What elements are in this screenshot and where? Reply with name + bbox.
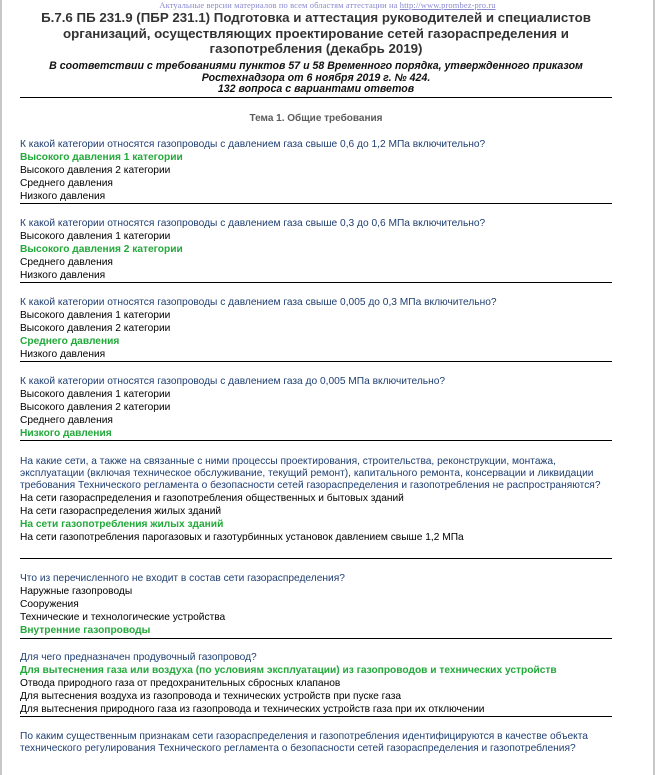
header-banner — [0, 0, 655, 10]
document-subtitle — [20, 61, 612, 96]
question-block — [20, 297, 612, 361]
answer-option: Для вытеснения воздуха из газопровода и технических устройств при пуске газа — [20, 690, 402, 702]
answer-option: Высокого давления 2 категории — [20, 322, 171, 334]
subtitle-line-1: В соответствии с требованиями пунктов 57 и 58 Временного порядка, утвержденного приказом — [49, 60, 583, 72]
question-block — [20, 573, 612, 637]
answer-option: Высокого давления 2 категории — [20, 401, 171, 413]
question-divider — [20, 203, 612, 204]
question-block — [20, 456, 612, 544]
answer-option: Низкого давления — [20, 190, 106, 202]
answer-option: Наружные газопроводы — [20, 585, 133, 597]
answer-option-correct: Высокого давления 1 категории — [20, 151, 183, 163]
answer-option: Технические и технологические устройства — [20, 611, 226, 623]
answer-option: Высокого давления 1 категории — [20, 309, 171, 321]
answer-option: Среднего давления — [20, 256, 113, 268]
question-divider — [20, 716, 612, 717]
answer-option: Высокого давления 1 категории — [20, 388, 171, 400]
answer-option: Среднего давления — [20, 414, 113, 426]
question-divider — [20, 440, 612, 441]
banner-text: Актуальные версии материалов по всем областям аттестации на — [159, 0, 400, 10]
question-text: К какой категории относятся газопроводы с давлением газа свыше 0,6 до 1,2 МПа включительно? — [20, 139, 486, 150]
answer-option: На сети газораспределения жилых зданий — [20, 505, 222, 517]
answer-option: На сети газопотребления парогазовых и газотурбинных установок давлением свыше 1,2 МПа — [20, 531, 464, 543]
subtitle-line-3: 132 вопроса с вариантами ответов — [217, 83, 415, 95]
question-text: К какой категории относятся газопроводы с давлением газа свыше 0,3 до 0,6 МПа включительно? — [20, 218, 486, 229]
answer-option-correct: Для вытеснения газа или воздуха (по условиям эксплуатации) из газопроводов и технических устройств — [20, 664, 557, 676]
answer-option-correct: Высокого давления 2 категории — [20, 243, 183, 255]
subtitle-line-2: Ростехнадзора от 6 ноября 2019 г. № 424. — [201, 71, 431, 84]
answer-option: Сооружения — [20, 598, 79, 610]
question-divider — [20, 361, 612, 362]
question-text: К какой категории относятся газопроводы с давлением газа свыше 0,005 до 0,3 МПа включительно? — [20, 297, 497, 308]
question-block — [20, 376, 612, 440]
question-text: Для чего предназначен продувочный газопровод? — [20, 652, 257, 663]
document-title: Б.7.6 ПБ 231.9 (ПБР 231.1) Подготовка и аттестация руководителей и специалистов организаций, осуществляющих проектирование сетей газораспределения и газопотребления (декабрь 2019) — [41, 10, 591, 56]
topic-heading: Тема 1. Общие требования — [249, 113, 383, 124]
answer-option: Высокого давления 2 категории — [20, 164, 171, 176]
question-text: По каким существенным признакам сети газораспределения и газопотребления идентифицируются в качестве объекта технического регулирования Технического регламента о безопасности сетей газораспределения и газопотребления? — [20, 731, 588, 754]
question-block — [20, 731, 612, 755]
banner-link[interactable]: http://www.prombez-pro.ru — [399, 0, 496, 10]
question-divider — [20, 282, 612, 283]
answer-option: Среднего давления — [20, 177, 113, 189]
answer-option: Для вытеснения природного газа из газопровода и технических устройств газа при их отключении — [20, 703, 485, 715]
question-text: На какие сети, а также на связанные с ними процессы проектирования, строительства, реконструкции, монтажа, эксплуатации (включая техническое обслуживание, текущий ремонт), капитального ремонта, консервации и ликвидации требования Технического регламента о безопасности сетей газораспределения и газопотребления не распространяются? — [20, 456, 601, 491]
answer-option: Низкого давления — [20, 348, 106, 360]
question-divider — [20, 638, 612, 639]
header-divider — [20, 97, 612, 98]
question-text: К какой категории относятся газопроводы с давлением газа до 0,005 МПа включительно? — [20, 376, 446, 387]
question-text: Что из перечисленного не входит в состав сети газораспределения? — [20, 573, 345, 584]
question-block — [20, 218, 612, 282]
answer-option: Низкого давления — [20, 269, 106, 281]
answer-option-correct: Низкого давления — [20, 427, 112, 439]
question-block — [20, 139, 612, 203]
page-edge-left — [0, 0, 2, 775]
answer-option-correct: Внутренние газопроводы — [20, 624, 151, 636]
question-block — [20, 652, 612, 716]
question-divider — [20, 558, 612, 559]
answer-option: Отвода природного газа от предохранительных сбросных клапанов — [20, 677, 341, 689]
answer-option-correct: На сети газопотребления жилых зданий — [20, 518, 224, 530]
answer-option-correct: Среднего давления — [20, 335, 120, 347]
answer-option: Высокого давления 1 категории — [20, 230, 171, 242]
answer-option: На сети газораспределения и газопотребления общественных и бытовых зданий — [20, 492, 404, 504]
